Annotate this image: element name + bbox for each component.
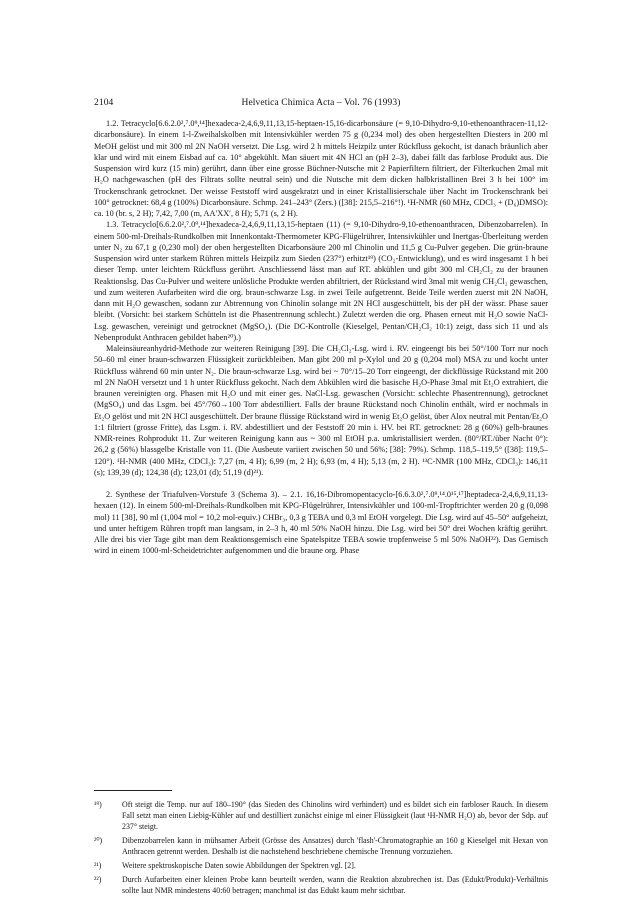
footnote-number: ²⁰) <box>94 836 103 845</box>
footnote-text: Oft steigt die Temp. nur auf 180–190° (das Sieden des Chinolins wird verhindert) und es bildet sich ein farbloser Rauch. In diesem Fall setzt man einen Liebig-Kühler auf und destilliert zunächst einige ml einer Flüssigkeit (laut ¹H-NMR H₂O) ab, bevor der Sdp. auf 237° steigt. <box>122 800 548 831</box>
footnotes <box>94 799 548 899</box>
footnote-text: Dibenzobarrelen kann in mühsamer Arbeit (Grösse des Ansatzes) durch 'flash'-Chromatographie an 160 g Kieselgel mit Hexan von Anthracen getrennt werden. Deshalb ist die nachstehend beschriebene chemische Trennung vorzuziehen. <box>122 836 548 856</box>
footnote-text: Durch Aufarbeiten einer kleinen Probe kann beurteilt werden, wann die Reaktion abzubrechen ist. Das (Edukt/Produkt)-Verhältnis sollte laut NMR mindestens 40:60 betragen; manchmal ist das Edukt kaum mehr sichtbar. <box>122 875 548 895</box>
paragraph-dicarboxylic-acid: 1.2. Tetracyclo[6.6.2.0²,⁷.0⁹,¹⁴]hexadeca-2,4,6,9,11,13,15-heptaen-15,16-dicarbonsäure (= 9,10-Dihydro-9,10-ethenoanthracen-11,12-dicarbonsäure). In einem 1-l-Zweihalskolben mit Intensivkühler werden 75 g (0,234 mol) des oben hergestellten Diesters in 200 ml MeOH gelöst und mit 300 ml 2N NaOH versetzt. Die Lsg. wird 2 h mittels Heizpilz unter Rückfluss gekocht, ist danach bräunlich aber klar und wird mit einem Eisbad auf ca. 10° abgekühlt. Man säuert mit 4N HCl an (pH 2–3), dabei fällt das farblose Produkt aus. Die Suspension wird kurz (15 min) gerührt, dann über eine grosse Büchner-Nutsche mit 2 Papierfiltern filtriert, der Filterkuchen 2mal mit H₂O nachgewaschen (pH des Filtrats sollte neutral sein) und die Nutsche mit dem dicken halbkristallinen Brei 3 h bei 100° im Trockenschrank getrocknet. Der weisse Feststoff wird ausgekratzt und in einer Kristallisierschale über Nacht im Trockenschrank bei 100° getrocknet: 68,4 g (100%) Dicarbonsäure. Schmp. 241–243° (Zers.) ([38]: 215,5–216°!). ¹H-NMR (60 MHz, CDCl₃ + (D₆)DMSO): ca. 10 (br. s, 2 H); 7,42, 7,00 (m, AA′XX′, 8 H); 5,71 (s, 2 H). <box>94 119 548 218</box>
footnote-number: ¹⁹) <box>94 800 102 809</box>
paragraph-triafulvene-precursor: 2. Synthese der Triafulven-Vorstufe 3 (Schema 3). – 2.1. 16,16-Dibromopentacyclo-[6.6.3.0²,⁷.0⁹,¹⁴.0¹⁵,¹⁷]heptadeca-2,4,6,9,11,13-hexaen (12). In einem 500-ml-Dreihals-Rundkolben mit KPG-Flügelrührer, Intensivkühler und 100-ml-Tropftrichter werden 20 g (0,098 mol) 11 [38], 90 ml (1,004 mol = 10,2 mol-equiv.) CHBr₃, 0,3 g TEBA und 0,3 ml EtOH vorgelegt. Die Lsg. wird auf 45–50° aufgeheizt, und unter heftigem Rühren tropft man langsam, in 2–3 h, 40 ml 50% NaOH hinzu. Die Lsg. wird bei 50° drei Wochen kräftig gerührt. Alle drei bis vier Tage gibt man dem Reaktionsgemisch eine Spatelspitze TEBA sowie tropfenweise 5 ml 50% NaOH²²). Das Gemisch wird in einem 1000-ml-Scheidetrichter aufgenommen und die braune org. Phase <box>94 490 548 556</box>
footnote-20 <box>94 835 548 857</box>
footnote-number: ²²) <box>94 875 102 884</box>
footnote-number: ²¹) <box>94 861 102 870</box>
footnote-19 <box>94 799 548 832</box>
footnote-divider <box>94 790 172 791</box>
footnote-21 <box>94 860 548 871</box>
paragraph-dibenzobarrelene: 1.3. Tetracyclo[6.6.2.0²,⁷.0⁹,¹⁴]hexadeca-2,4,6,9,11,13,15-heptaen (11) (= 9,10-Dihydro-9,10-ethenoanthracen, Dibenzobarrelen). In einem 500-ml-Dreihals-Rundkolben mit Innenkontakt-Thermometer KPG-Flügelrührer, Intensivkühler und Inertgas-Überleitung werden unter N₂ zu 67,1 g (0,230 mol) der oben hergestellten Dicarbonsäure 200 ml Chinolin und 11,5 g Cu-Pulver gegeben. Die grün-braune Suspension wird unter starkem Rühren mittels Heizpilz zum Sieden (237°) erhitzt¹⁹) (CO₂-Entwicklung), und es wird insgesamt 1 h bei dieser Temp. unter leichtem Rückfluss gerührt. Anschliessend lässt man auf RT. abkühlen und gibt 300 ml CH₂Cl₂ zu der braunen Reaktionslsg. Das Cu-Pulver und weitere unlösliche Produkte werden abfiltriert, der Rückstand wird 3mal mit wenig CH₂Cl₂ gewaschen, und zum weiteren Aufarbeiten wird die org. braun-schwarze Lsg. in zwei Teile aufgetrennt. Beide Teile werden zuerst mit 2N NaOH, dann mit H₂O gewaschen, sodann zur Abtrennung von Chinolin solange mit 2N HCl ausgeschüttelt, bis der pH der wässr. Phase sauer bleibt. (Vorsicht: bei starkem Schütteln ist die Phasentrennung schlecht.) Zuletzt werden die org. Phasen erneut mit H₂O sowie NaCl-Lsg. gewaschen, vereinigt und getrocknet (MgSO₄). (Die DC-Kontrolle (Kieselgel, Pentan/CH₂Cl₂ 10:1) zeigt, dass sich 11 und als Nebenprodukt Anthracen gebildet haben²⁰).) <box>94 220 548 342</box>
page-number: 2104 <box>94 98 114 108</box>
journal-running-title: Helvetica Chimica Acta – Vol. 76 (1993) <box>241 98 401 108</box>
footnote-22 <box>94 874 548 896</box>
footnote-text: Weitere spektroskopische Daten sowie Abbildungen der Spektren vgl. [2]. <box>122 861 356 870</box>
paragraph-maleic-anhydride-method: Maleinsäureanhydrid-Methode zur weiteren Reinigung [39]. Die CH₂Cl₂-Lsg. wird i. RV. eingeengt bis bei 50°/100 Torr nur noch 50–60 ml einer braun-schwarzen Flüssigkeit zurückbleiben. Man gibt 200 ml p-Xylol und 20 g (0,204 mol) MSA zu und kocht unter Rückfluss während 60 min unter N₂. Die braun-schwarze Lsg. wird bei ~ 70°/15–20 Torr eingeengt, der dickflüssige Rückstand mit 200 ml 2N NaOH versetzt und 1 h unter Rückfluss gekocht. Nach dem Abkühlen wird die basische H₂O-Phase 3mal mit Et₂O extrahiert, die braunen vereinigten org. Phasen mit H₂O und mit einer ges. NaCl-Lsg. gewaschen (Vorsicht: schlechte Phasentrennung), getrocknet (MgSO₄) und das Lsgm. bei 45°/760→100 Torr abdestilliert. Falls der braune Rückstand noch Chinolin enthält, wird er nochmals in Et₂O gelöst und mit 2N HCl ausgeschüttelt. Der braune flüssige Rückstand wird in wenig Et₂O gelöst, über Alox neutral mit Pentan/Et₂O 1:1 filtriert (grosse Fritte), das Lsgm. i. RV. abdestilliert und der Feststoff 20 min i. HV. bei RT. getrocknet: 28 g (60%) gelb-braunes NMR-reines Rohprodukt 11. Zur weiteren Reinigung kann aus ~ 300 ml EtOH p.a. umkristallisiert werden. (80°/RT./über Nacht 0°): 26,2 g (56%) blassgelbe Kristalle von 11. (Die Ausbeute variiert zwischen 50 und 56%; [38]: 79%). Schmp. 118,5–119,5° ([38]: 119,5–120°). ¹H-NMR (400 MHz, CDCl₃): 7,27 (m, 4 H); 6,99 (m, 2 H); 6,93 (m, 4 H); 5,13 (m, 2 H). ¹³C-NMR (100 MHz, CDCl₃): 146,11 (s); 139,39 (d); 124,38 (d); 123,01 (d); 51,19 (d)²¹). <box>94 344 548 477</box>
main-text <box>94 118 548 557</box>
